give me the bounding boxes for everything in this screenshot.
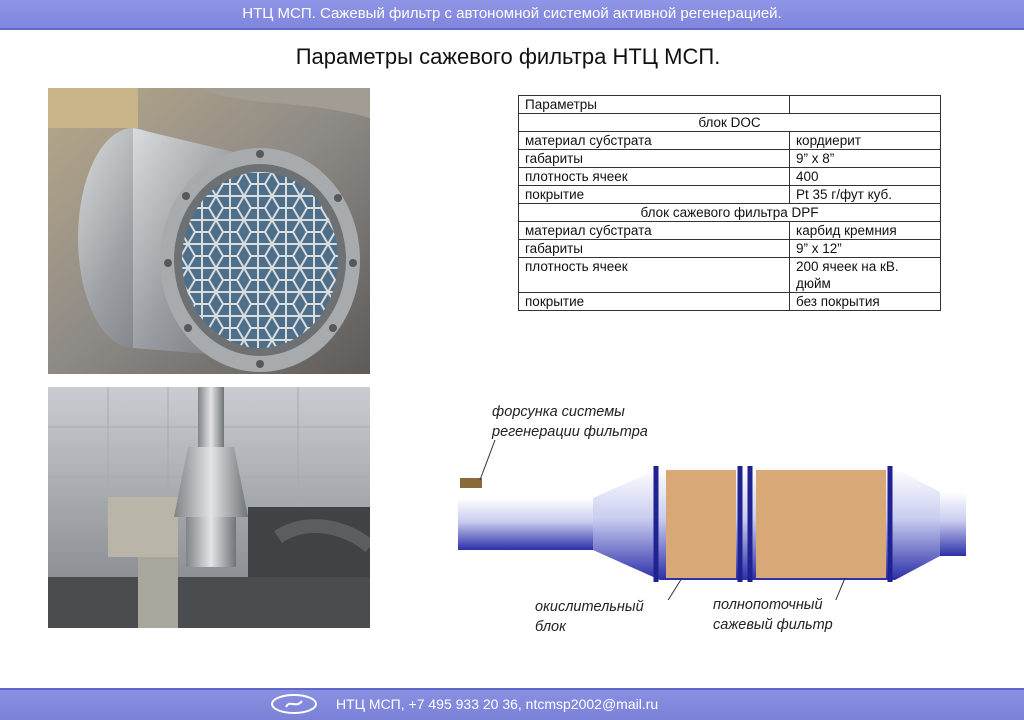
param-value: 9” x 8”	[790, 150, 941, 168]
header-text: НТЦ МСП. Сажевый фильтр с автономной системой активной регенерацией.	[242, 5, 782, 22]
param-name: плотность ячеек	[519, 258, 790, 293]
param-name: габариты	[519, 150, 790, 168]
injector-label: форсунка системы регенерации фильтра	[492, 404, 648, 440]
test-bench-photo	[48, 387, 370, 628]
footer-text: НТЦ МСП, +7 495 933 20 36, ntcmsp2002@mail.ru	[336, 696, 659, 712]
param-name: материал субстрата	[519, 132, 790, 150]
table-row	[519, 186, 941, 204]
param-value: 400	[790, 168, 941, 186]
table-row	[519, 222, 941, 240]
header-bar	[0, 0, 1024, 30]
table-header-cell: Параметры	[519, 96, 790, 114]
table-row	[519, 150, 941, 168]
param-value: без покрытия	[790, 293, 941, 311]
soot-filter-label: полнопоточный сажевый фильтр	[713, 597, 833, 633]
section-title-doc: блок DOC	[519, 114, 941, 132]
parameters-table	[518, 95, 941, 311]
table-row	[519, 132, 941, 150]
soot-filter-block	[756, 470, 886, 578]
injector-icon	[460, 478, 482, 488]
param-value: Pt 35 г/фут куб.	[790, 186, 941, 204]
company-logo-icon	[270, 693, 318, 715]
param-name: габариты	[519, 240, 790, 258]
page-title: Параметры сажевого фильтра НТЦ МСП.	[295, 44, 721, 69]
table-row	[519, 293, 941, 311]
table-row	[519, 258, 941, 293]
table-row	[519, 240, 941, 258]
param-name: плотность ячеек	[519, 168, 790, 186]
filter-diagram	[450, 440, 970, 600]
diagram-body	[458, 466, 966, 582]
filter-housing-photo	[48, 88, 370, 374]
table-header-row	[519, 96, 941, 114]
table-header-cell	[790, 96, 941, 114]
param-value: карбид кремния	[790, 222, 941, 240]
section-row	[519, 204, 941, 222]
param-name: покрытие	[519, 186, 790, 204]
param-name: покрытие	[519, 293, 790, 311]
oxidizer-label: окислительный блок	[535, 599, 644, 635]
section-title-dpf: блок сажевого фильтра DPF	[519, 204, 941, 222]
footer-bar	[0, 688, 1024, 720]
param-value: 200 ячеек на кВ. дюйм	[790, 258, 941, 293]
section-row	[519, 114, 941, 132]
param-value: 9” x 12”	[790, 240, 941, 258]
table-row	[519, 168, 941, 186]
param-name: материал субстрата	[519, 222, 790, 240]
param-value: кордиерит	[790, 132, 941, 150]
oxidizer-block	[666, 470, 736, 578]
